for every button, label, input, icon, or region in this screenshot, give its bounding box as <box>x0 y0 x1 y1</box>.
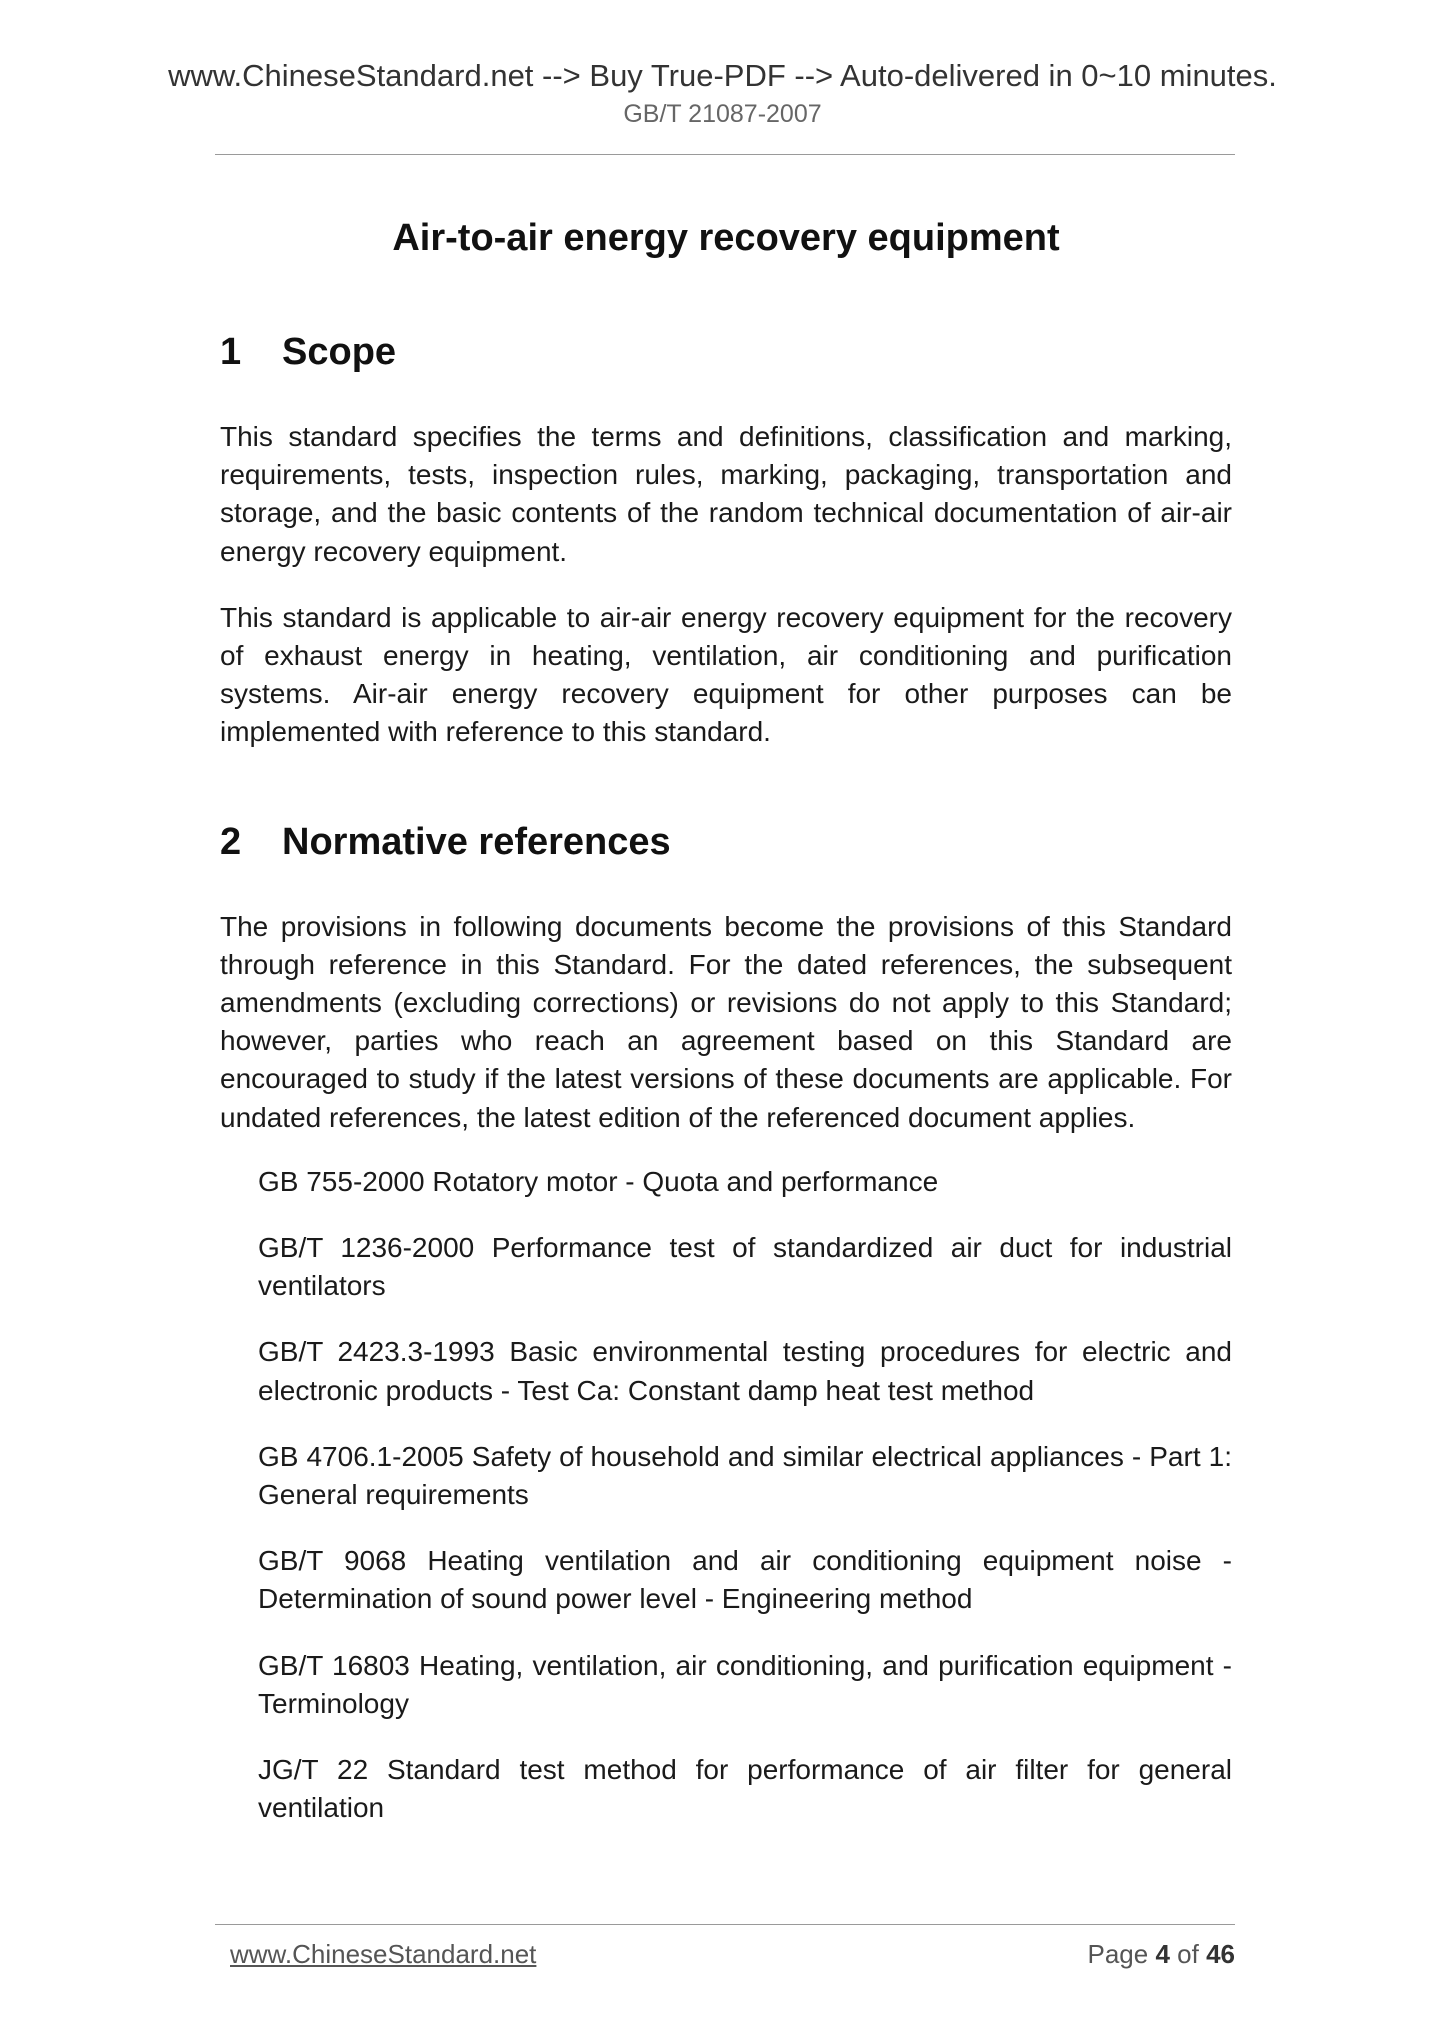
reference-item: JG/T 22 Standard test method for performance of air filter for general ventilation <box>258 1754 1232 1824</box>
page-label: Page <box>1087 1939 1149 1969</box>
document-body <box>220 210 1232 1827</box>
section-title: Normative references <box>282 820 671 863</box>
header-divider <box>215 154 1235 155</box>
reference-item: GB 755-2000 Rotatory motor - Quota and performance <box>258 1165 939 1197</box>
section-heading-scope <box>220 324 1232 380</box>
page-of-label: of <box>1177 1939 1199 1969</box>
page-number <box>1087 1936 1235 1972</box>
section-number: 1 <box>220 331 242 373</box>
footer-website-link[interactable]: www.ChineseStandard.net <box>230 1939 537 1969</box>
scope-paragraph: This standard is applicable to air-air energy recovery equipment for the recovery of exhaust energy in heating, ventilation, air conditioning and purification systems. Air-air energy recovery equipment for other purposes can be implemented with reference to this standard. <box>220 601 1232 748</box>
reference-item: GB/T 9068 Heating ventilation and air conditioning equipment noise - Determination of sound power level - Engineering method <box>258 1545 1232 1615</box>
header-banner[interactable]: www.ChineseStandard.net --> Buy True-PDF --> Auto-delivered in 0~10 minutes. <box>168 58 1277 93</box>
page-current: 4 <box>1155 1939 1170 1969</box>
reference-item: GB 4706.1-2005 Safety of household and similar electrical appliances - Part 1: General requirements <box>258 1440 1232 1511</box>
normative-references-paragraph: The provisions in following documents become the provisions of this Standard through reference in this Standard. For the dated references, the subsequent amendments (excluding corrections) or revisions do not apply to this Standard; however, parties who reach an agreement based on this Standard are encouraged to study if the latest versions of these documents are applicable. For undated references, the latest edition of the referenced document applies. <box>220 910 1232 1133</box>
section-number: 2 <box>220 820 242 863</box>
reference-list <box>220 1163 1232 1828</box>
reference-item: GB/T 1236-2000 Performance test of standardized air duct for industrial ventilators <box>258 1232 1232 1302</box>
reference-item: GB/T 2423.3-1993 Basic environmental testing procedures for electric and electronic products - Test Ca: Constant damp heat test method <box>258 1336 1232 1406</box>
scope-paragraph: This standard specifies the terms and definitions, classification and marking, requirements, tests, inspection rules, marking, packaging, transportation and storage, and the basic contents of the random technical documentation of air-air energy recovery equipment. <box>220 421 1232 567</box>
standard-code: GB/T 21087-2007 <box>623 100 822 128</box>
section-title: Scope <box>282 331 397 373</box>
reference-item: GB/T 16803 Heating, ventilation, air conditioning, and purification equipment - Terminology <box>258 1649 1232 1719</box>
section-heading-normative-references <box>220 814 1232 870</box>
page-total: 46 <box>1206 1939 1235 1969</box>
page-header <box>0 56 1445 132</box>
footer-divider <box>215 1924 1235 1925</box>
document-title: Air-to-air energy recovery equipment <box>392 217 1060 259</box>
